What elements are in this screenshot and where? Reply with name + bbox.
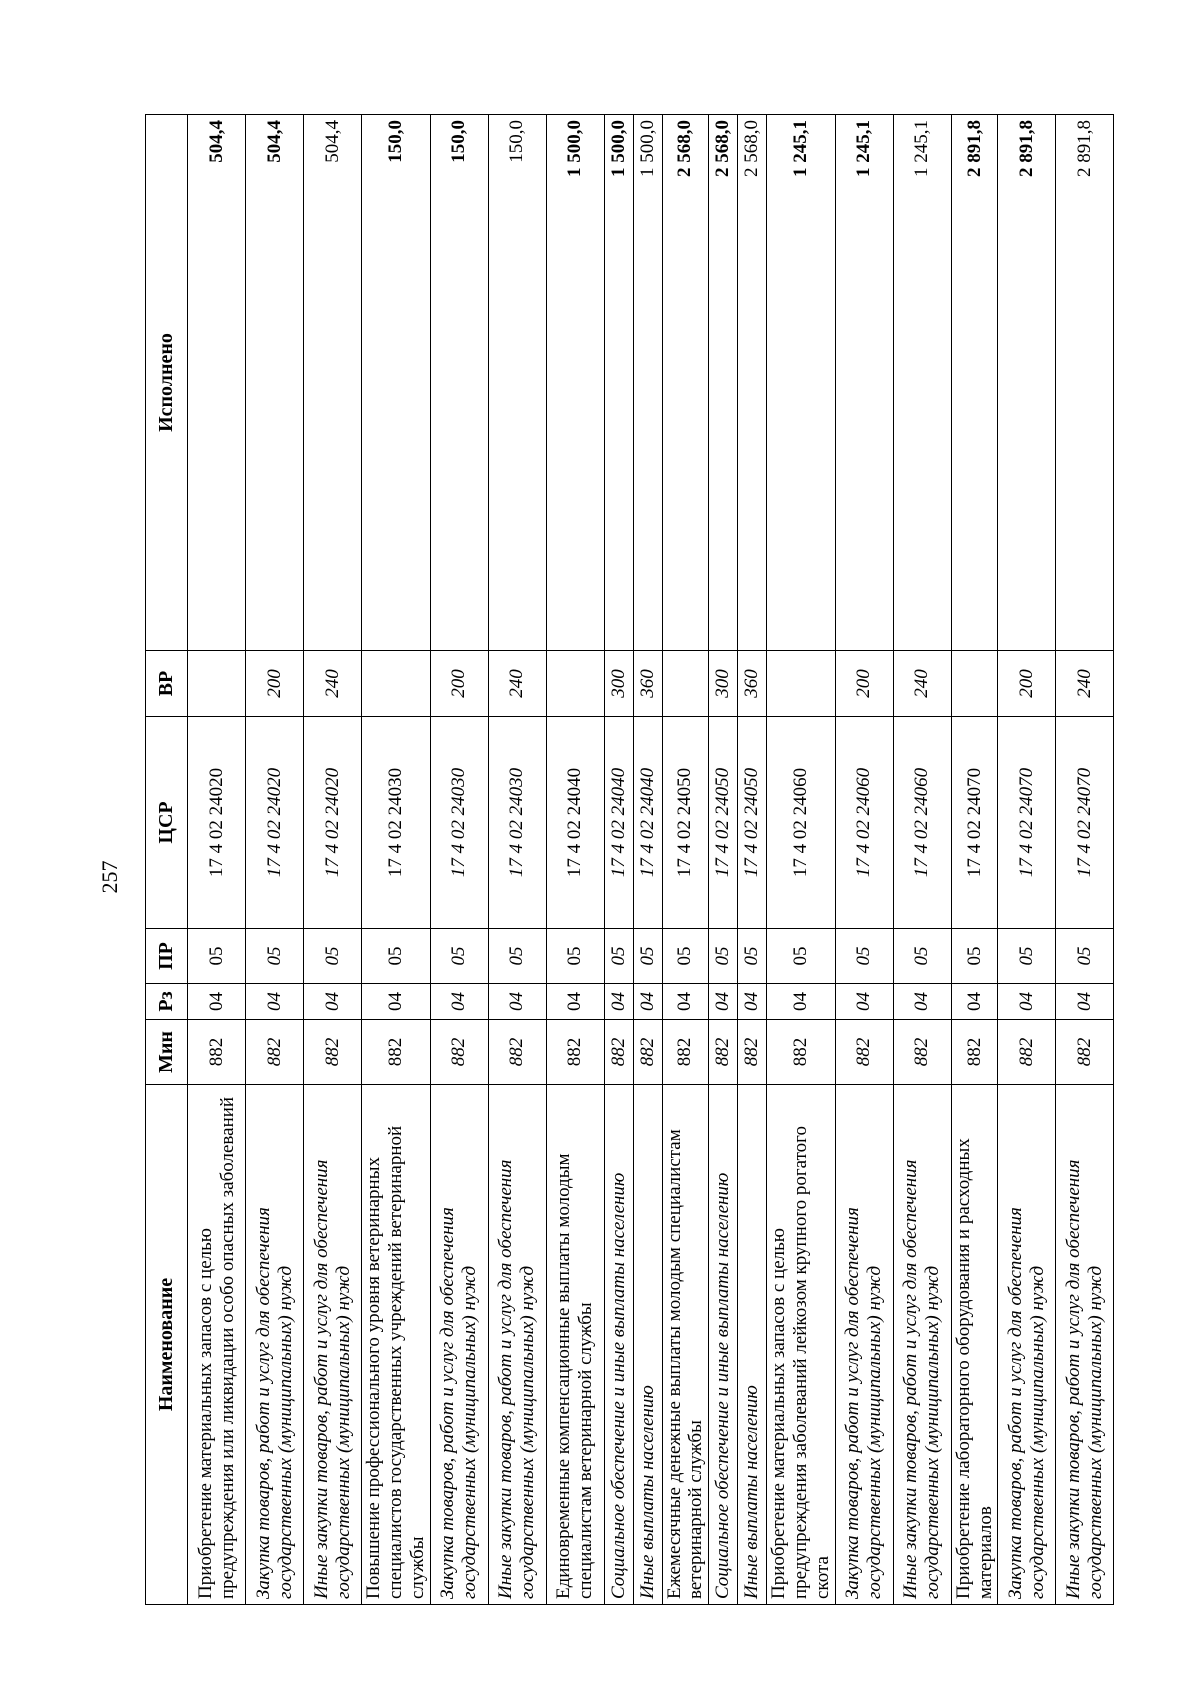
cell-rz: 04 bbox=[835, 984, 893, 1020]
cell-vr bbox=[188, 651, 246, 717]
cell-amount: 2 568,0 bbox=[738, 115, 767, 651]
cell-pr: 05 bbox=[951, 929, 998, 984]
cell-min: 882 bbox=[430, 1020, 488, 1085]
cell-min: 882 bbox=[1056, 1020, 1114, 1085]
header-vr: ВР bbox=[146, 651, 188, 717]
header-min: Мин bbox=[146, 1020, 188, 1085]
cell-amount: 504,4 bbox=[246, 115, 304, 651]
cell-pr: 05 bbox=[709, 929, 738, 984]
cell-amount: 150,0 bbox=[488, 115, 546, 651]
cell-min: 882 bbox=[488, 1020, 546, 1085]
table-row bbox=[709, 115, 738, 1605]
cell-name: Иные выплаты населению bbox=[738, 1085, 767, 1605]
table-header-row bbox=[146, 115, 188, 1605]
cell-pr: 05 bbox=[738, 929, 767, 984]
cell-vr: 200 bbox=[998, 651, 1056, 717]
cell-rz: 04 bbox=[188, 984, 246, 1020]
cell-min: 882 bbox=[604, 1020, 633, 1085]
cell-pr: 05 bbox=[998, 929, 1056, 984]
cell-csr: 17 4 02 24030 bbox=[430, 717, 488, 929]
cell-vr: 200 bbox=[835, 651, 893, 717]
table-row bbox=[767, 115, 836, 1605]
cell-pr: 05 bbox=[835, 929, 893, 984]
cell-name: Иные закупки товаров, работ и услуг для обеспечения государственных (муниципальных) нужд bbox=[1056, 1085, 1114, 1605]
cell-name: Повышение профессионального уровня ветеринарных специалистов государственных учреждений ветеринарной службы bbox=[362, 1085, 431, 1605]
cell-name: Единовременные компенсационные выплаты молодым специалистам ветеринарной службы bbox=[546, 1085, 604, 1605]
cell-csr: 17 4 02 24060 bbox=[767, 717, 836, 929]
cell-csr: 17 4 02 24020 bbox=[188, 717, 246, 929]
table-row bbox=[951, 115, 998, 1605]
cell-vr: 300 bbox=[604, 651, 633, 717]
cell-name: Иные закупки товаров, работ и услуг для обеспечения государственных (муниципальных) нужд bbox=[304, 1085, 362, 1605]
cell-amount: 1 500,0 bbox=[633, 115, 662, 651]
cell-vr bbox=[767, 651, 836, 717]
cell-pr: 05 bbox=[188, 929, 246, 984]
cell-min: 882 bbox=[188, 1020, 246, 1085]
cell-csr: 17 4 02 24070 bbox=[998, 717, 1056, 929]
cell-amount: 2 891,8 bbox=[998, 115, 1056, 651]
table-row bbox=[546, 115, 604, 1605]
cell-csr: 17 4 02 24070 bbox=[1056, 717, 1114, 929]
cell-rz: 04 bbox=[738, 984, 767, 1020]
cell-name: Иные закупки товаров, работ и услуг для обеспечения государственных (муниципальных) нужд bbox=[488, 1085, 546, 1605]
cell-pr: 05 bbox=[1056, 929, 1114, 984]
cell-name: Закупка товаров, работ и услуг для обеспечения государственных (муниципальных) нужд bbox=[835, 1085, 893, 1605]
cell-min: 882 bbox=[951, 1020, 998, 1085]
cell-min: 882 bbox=[767, 1020, 836, 1085]
cell-min: 882 bbox=[738, 1020, 767, 1085]
cell-name: Приобретение материальных запасов с целью предупреждения или ликвидации особо опасных заболеваний bbox=[188, 1085, 246, 1605]
cell-min: 882 bbox=[304, 1020, 362, 1085]
table-body bbox=[188, 115, 1114, 1605]
header-pr: ПР bbox=[146, 929, 188, 984]
cell-rz: 04 bbox=[998, 984, 1056, 1020]
cell-min: 882 bbox=[633, 1020, 662, 1085]
cell-min: 882 bbox=[662, 1020, 709, 1085]
table-row bbox=[738, 115, 767, 1605]
table-row bbox=[304, 115, 362, 1605]
cell-csr: 17 4 02 24040 bbox=[546, 717, 604, 929]
cell-amount: 2 568,0 bbox=[709, 115, 738, 651]
cell-amount: 2 568,0 bbox=[662, 115, 709, 651]
cell-rz: 04 bbox=[604, 984, 633, 1020]
cell-pr: 05 bbox=[362, 929, 431, 984]
cell-vr bbox=[951, 651, 998, 717]
cell-rz: 04 bbox=[1056, 984, 1114, 1020]
cell-amount: 504,4 bbox=[188, 115, 246, 651]
table-row bbox=[188, 115, 246, 1605]
cell-name: Социальное обеспечение и иные выплаты населению bbox=[709, 1085, 738, 1605]
cell-vr bbox=[662, 651, 709, 717]
cell-pr: 05 bbox=[893, 929, 951, 984]
cell-rz: 04 bbox=[951, 984, 998, 1020]
cell-name: Иные закупки товаров, работ и услуг для обеспечения государственных (муниципальных) нужд bbox=[893, 1085, 951, 1605]
cell-rz: 04 bbox=[633, 984, 662, 1020]
cell-vr: 360 bbox=[738, 651, 767, 717]
header-amount: Исполнено bbox=[146, 115, 188, 651]
cell-name: Социальное обеспечение и иные выплаты населению bbox=[604, 1085, 633, 1605]
cell-amount: 2 891,8 bbox=[951, 115, 998, 651]
table-row bbox=[633, 115, 662, 1605]
cell-csr: 17 4 02 24020 bbox=[246, 717, 304, 929]
table-row bbox=[1056, 115, 1114, 1605]
cell-vr bbox=[362, 651, 431, 717]
cell-amount: 150,0 bbox=[362, 115, 431, 651]
cell-amount: 1 500,0 bbox=[604, 115, 633, 651]
cell-vr: 200 bbox=[246, 651, 304, 717]
cell-vr: 240 bbox=[304, 651, 362, 717]
cell-amount: 1 245,1 bbox=[767, 115, 836, 651]
cell-min: 882 bbox=[893, 1020, 951, 1085]
cell-vr: 300 bbox=[709, 651, 738, 717]
cell-amount: 504,4 bbox=[304, 115, 362, 651]
cell-csr: 17 4 02 24030 bbox=[488, 717, 546, 929]
cell-rz: 04 bbox=[546, 984, 604, 1020]
cell-rz: 04 bbox=[304, 984, 362, 1020]
cell-rz: 04 bbox=[767, 984, 836, 1020]
cell-name: Приобретение материальных запасов с целью предупреждения заболеваний лейкозом крупного рогатого скота bbox=[767, 1085, 836, 1605]
cell-amount: 2 891,8 bbox=[1056, 115, 1114, 651]
table-row bbox=[430, 115, 488, 1605]
cell-amount: 150,0 bbox=[430, 115, 488, 651]
cell-csr: 17 4 02 24060 bbox=[893, 717, 951, 929]
cell-amount: 1 245,1 bbox=[893, 115, 951, 651]
table-row bbox=[488, 115, 546, 1605]
cell-rz: 04 bbox=[709, 984, 738, 1020]
cell-vr: 240 bbox=[488, 651, 546, 717]
cell-vr: 240 bbox=[1056, 651, 1114, 717]
cell-rz: 04 bbox=[430, 984, 488, 1020]
cell-vr: 200 bbox=[430, 651, 488, 717]
cell-pr: 05 bbox=[546, 929, 604, 984]
cell-csr: 17 4 02 24060 bbox=[835, 717, 893, 929]
page-number: 257 bbox=[97, 860, 122, 894]
budget-table bbox=[145, 114, 1114, 1605]
table-row bbox=[835, 115, 893, 1605]
cell-rz: 04 bbox=[362, 984, 431, 1020]
cell-min: 882 bbox=[835, 1020, 893, 1085]
table-row bbox=[604, 115, 633, 1605]
header-name: Наименование bbox=[146, 1085, 188, 1605]
table-row bbox=[362, 115, 431, 1605]
table-row bbox=[998, 115, 1056, 1605]
cell-min: 882 bbox=[362, 1020, 431, 1085]
cell-pr: 05 bbox=[304, 929, 362, 984]
cell-pr: 05 bbox=[662, 929, 709, 984]
cell-pr: 05 bbox=[430, 929, 488, 984]
cell-pr: 05 bbox=[246, 929, 304, 984]
header-csr: ЦСР bbox=[146, 717, 188, 929]
cell-pr: 05 bbox=[767, 929, 836, 984]
cell-vr bbox=[546, 651, 604, 717]
cell-pr: 05 bbox=[633, 929, 662, 984]
table-row bbox=[246, 115, 304, 1605]
cell-name: Иные выплаты населению bbox=[633, 1085, 662, 1605]
header-rz: Рз bbox=[146, 984, 188, 1020]
cell-amount: 1 500,0 bbox=[546, 115, 604, 651]
cell-rz: 04 bbox=[246, 984, 304, 1020]
cell-rz: 04 bbox=[488, 984, 546, 1020]
cell-vr: 360 bbox=[633, 651, 662, 717]
cell-csr: 17 4 02 24040 bbox=[633, 717, 662, 929]
cell-name: Закупка товаров, работ и услуг для обеспечения государственных (муниципальных) нужд bbox=[430, 1085, 488, 1605]
cell-name: Ежемесячные денежные выплаты молодым специалистам ветеринарной службы bbox=[662, 1085, 709, 1605]
cell-name: Закупка товаров, работ и услуг для обеспечения государственных (муниципальных) нужд bbox=[246, 1085, 304, 1605]
cell-name: Приобретение лабораторного оборудования и расходных материалов bbox=[951, 1085, 998, 1605]
cell-pr: 05 bbox=[488, 929, 546, 984]
cell-min: 882 bbox=[998, 1020, 1056, 1085]
cell-csr: 17 4 02 24050 bbox=[738, 717, 767, 929]
cell-csr: 17 4 02 24040 bbox=[604, 717, 633, 929]
cell-rz: 04 bbox=[893, 984, 951, 1020]
cell-min: 882 bbox=[546, 1020, 604, 1085]
cell-csr: 17 4 02 24020 bbox=[304, 717, 362, 929]
cell-csr: 17 4 02 24050 bbox=[709, 717, 738, 929]
cell-rz: 04 bbox=[662, 984, 709, 1020]
cell-vr: 240 bbox=[893, 651, 951, 717]
cell-pr: 05 bbox=[604, 929, 633, 984]
table-row bbox=[893, 115, 951, 1605]
cell-csr: 17 4 02 24030 bbox=[362, 717, 431, 929]
cell-csr: 17 4 02 24050 bbox=[662, 717, 709, 929]
cell-name: Закупка товаров, работ и услуг для обеспечения государственных (муниципальных) нужд bbox=[998, 1085, 1056, 1605]
cell-min: 882 bbox=[246, 1020, 304, 1085]
cell-amount: 1 245,1 bbox=[835, 115, 893, 651]
table-row bbox=[662, 115, 709, 1605]
rotated-table-container bbox=[145, 115, 1106, 1605]
cell-min: 882 bbox=[709, 1020, 738, 1085]
cell-csr: 17 4 02 24070 bbox=[951, 717, 998, 929]
